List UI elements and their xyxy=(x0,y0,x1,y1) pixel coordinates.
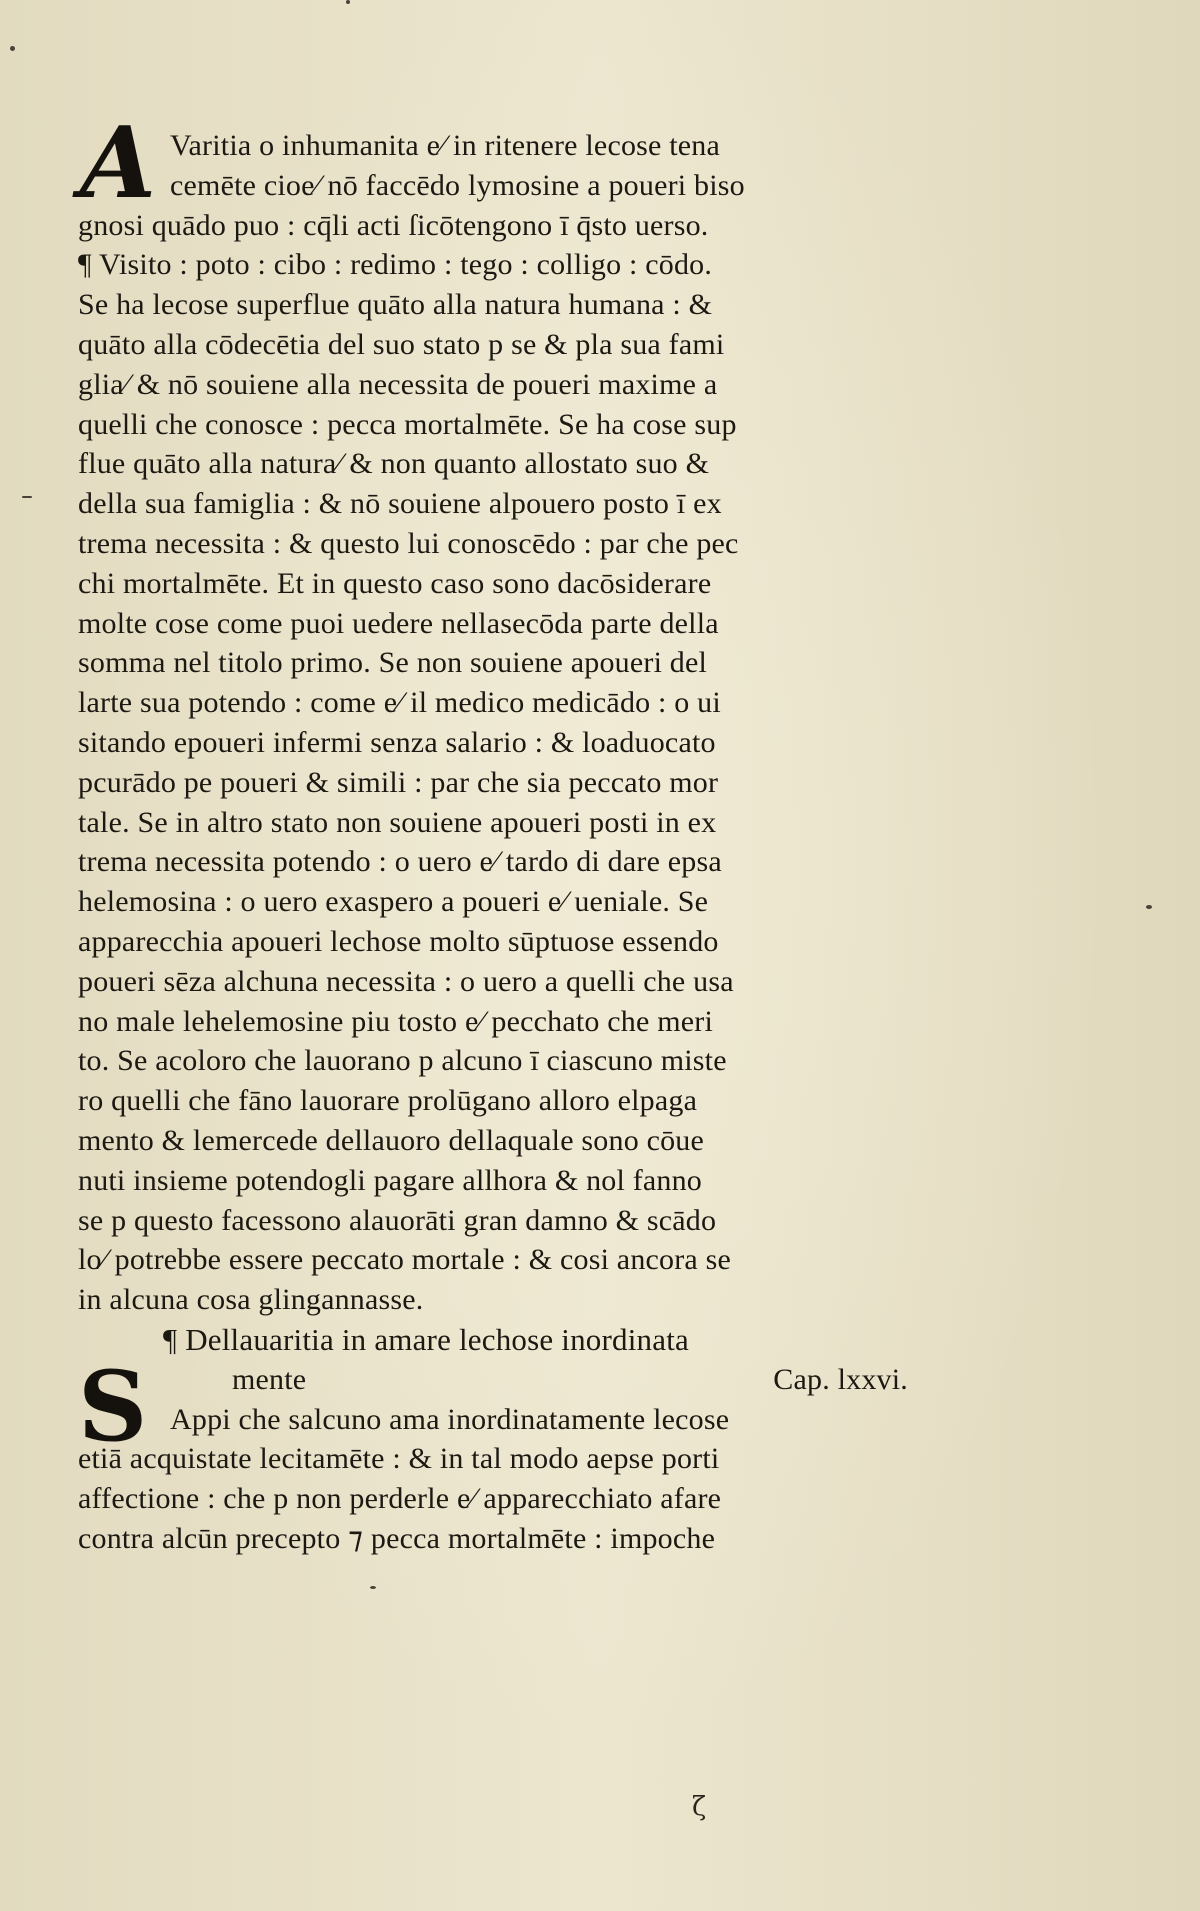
text-line: trema necessita potendo : o uero e⁄ tardo di dare epsa xyxy=(78,845,722,879)
text-line: in alcuna cosa glingannasse. xyxy=(78,1283,424,1317)
text-line: chi mortalmēte. Et in questo caso sono dacōsiderare xyxy=(78,566,712,600)
text-line: Se ha lecose superflue quāto alla natura humana : & xyxy=(78,288,713,322)
text-line: Varitia o inhumanita e⁄ in ritenere lecose tena xyxy=(170,129,721,162)
text-line: Appi che salcuno ama inordinatamente lecose xyxy=(170,1402,730,1436)
text-line: sitando epoueri infermi senza salario : & loaduocato xyxy=(78,725,716,759)
paper-speck xyxy=(1146,905,1152,909)
text-line: ro quelli che fāno lauorare prolūgano alloro elpaga xyxy=(78,1084,698,1118)
text-line: helemosina : o uero exaspero a poueri e⁄ ueniale. Se xyxy=(78,885,709,919)
initial-a: A xyxy=(80,106,157,221)
text-line: quelli che conosce : pecca mortalmēte. Se ha cose sup xyxy=(78,407,737,441)
text-line: ¶ Visito : poto : cibo : redimo : tego : colligo : cōdo. xyxy=(78,248,713,282)
chapter-heading: ¶ Dellauaritia in amare lechose inordinata xyxy=(163,1321,689,1357)
chapter-heading-line2 xyxy=(78,1360,908,1400)
text-block xyxy=(78,126,908,1559)
folio-mark: ζ xyxy=(692,1792,707,1822)
chapter-number: Cap. lxxvi. xyxy=(773,1362,908,1396)
text-line: gnosi quādo puo : cq̄li acti ſicōtengono ī q̄sto uerso. xyxy=(78,208,709,242)
text-line: molte cose come puoi uedere nellasecōda parte della xyxy=(78,606,719,640)
text-line: tale. Se in altro stato non souiene apoueri posti in ex xyxy=(78,805,717,839)
text-line: etiā acquistate lecitamēte : & in tal modo aepse porti xyxy=(78,1442,720,1476)
paper-speck xyxy=(22,496,32,498)
text-line: larte sua potendo : come e⁄ il medico medicādo : o ui xyxy=(78,686,721,720)
text-line: glia⁄ & nō souiene alla necessita de poueri maxime a xyxy=(78,367,718,401)
text-line: se p questo facessono alauorāti gran damno & scādo xyxy=(78,1203,717,1237)
paper-speck xyxy=(370,1586,376,1589)
text-line: pcurādo pe poueri & simili : par che sia peccato mor xyxy=(78,765,719,799)
text-line: no male lehelemosine piu tosto e⁄ pecchato che meri xyxy=(78,1004,713,1038)
text-line: trema necessita : & questo lui conoscēdo : par che pec xyxy=(78,526,739,560)
text-line: flue quāto alla natura⁄ & non quanto allostato suo & xyxy=(78,447,710,481)
paper-speck xyxy=(346,0,350,4)
text-line: apparecchia apoueri lechose molto sūptuose essendo xyxy=(78,924,719,958)
paper-speck xyxy=(10,46,15,51)
text-line: to. Se acoloro che lauorano p alcuno ī ciascuno miste xyxy=(78,1044,727,1078)
text-line: cemēte cioe⁄ nō faccēdo lymosine a poueri biso xyxy=(170,168,745,202)
text-line: affectione : che p non perderle e⁄ apparecchiato afare xyxy=(78,1482,722,1516)
text-line: nuti insieme potendogli pagare allhora & nol fanno xyxy=(78,1163,703,1197)
text-line: poueri sēza alchuna necessita : o uero a quelli che usa xyxy=(78,964,734,998)
text-line: lo⁄ potrebbe essere peccato mortale : & cosi ancora se xyxy=(78,1243,732,1277)
text-line: somma nel titolo primo. Se non souiene apoueri del xyxy=(78,646,708,680)
text-line: contra alcūn precepto ⁊ pecca mortalmēte : impoche xyxy=(78,1521,716,1555)
chapter-heading-continuation: mente xyxy=(232,1362,307,1396)
text-line: mento & lemercede dellauoro dellaquale sono cōue xyxy=(78,1123,705,1157)
text-line: quāto alla cōdecētia del suo stato p se & pla sua fami xyxy=(78,327,725,361)
text-line: della sua famiglia : & nō souiene alpouero posto ī ex xyxy=(78,487,722,521)
initial-s: S xyxy=(78,1350,148,1463)
